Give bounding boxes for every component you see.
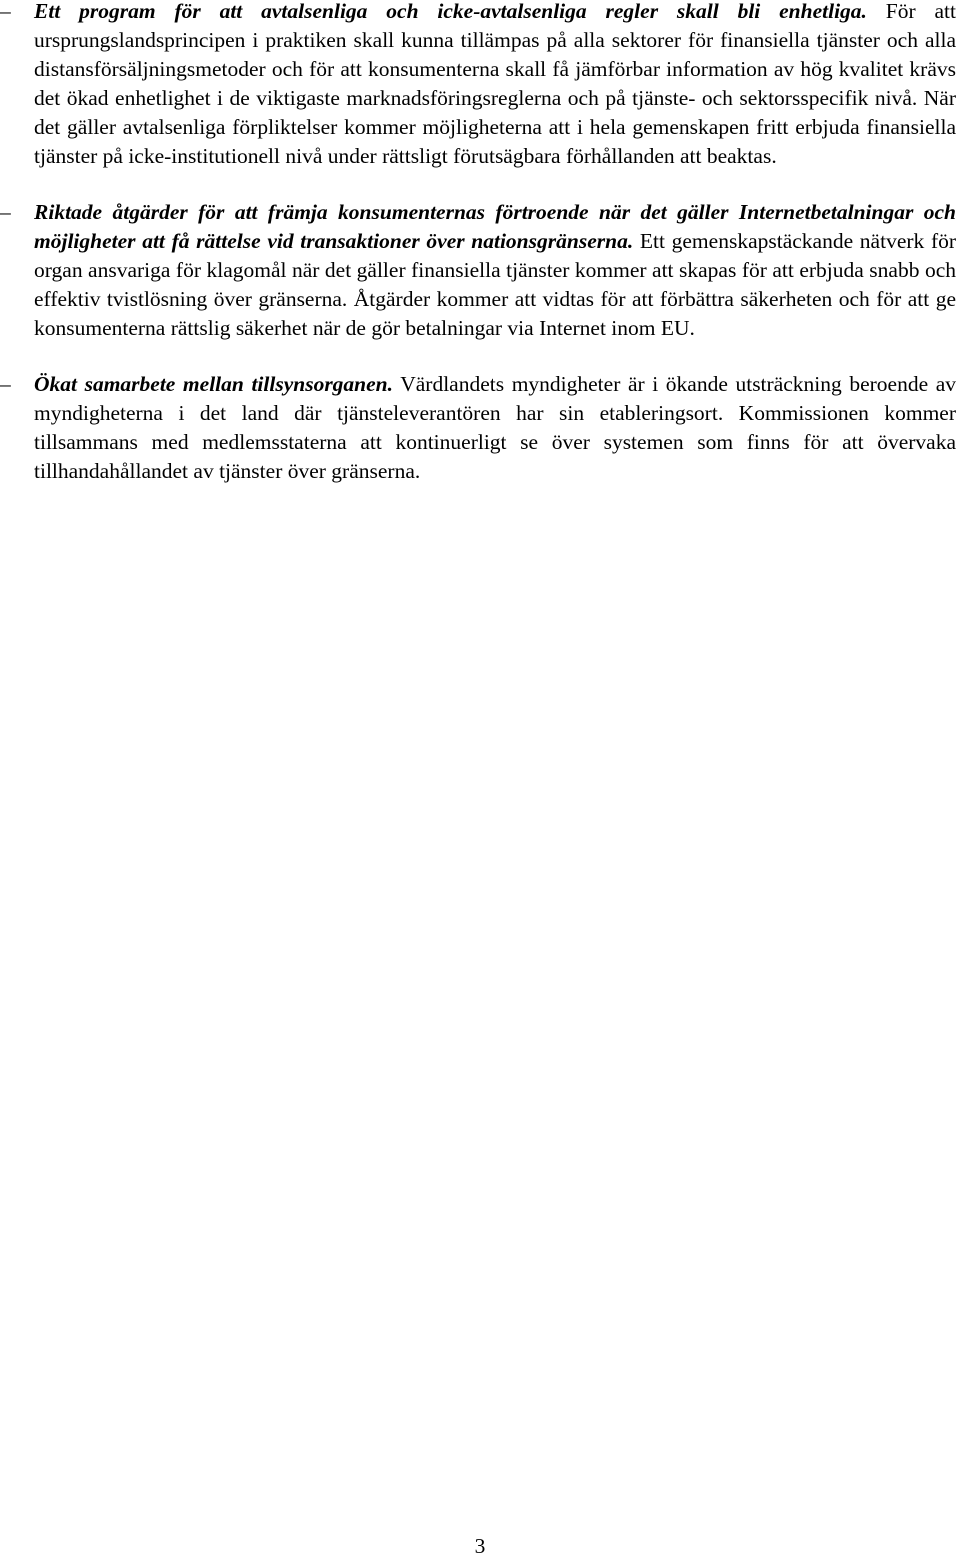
dash-bullet: – bbox=[0, 372, 11, 396]
item-body: Ett gemenskapstäckande nätverk för organ ansvariga för klagomål när det gäller finansiella tjänster kommer att skapas för att erbjuda snabb och effektiv tvistlösning över gränserna. Åtgärder kommer att vidtas för att förbättra säkerheten och för att ge konsumenterna rättslig säkerhet när de gör betalningar via Internet inom EU. bbox=[34, 229, 957, 340]
list-item bbox=[0, 0, 956, 171]
item-heading: Riktade åtgärder för att främja konsumenternas förtroende när det gäller Internetbetalningar och möjligheter att få rättelse vid transaktioner över nationsgränserna. bbox=[34, 200, 956, 253]
dash-bullet: – bbox=[0, 200, 11, 224]
page-number: 3 bbox=[474, 1534, 486, 1558]
list-item bbox=[0, 198, 956, 343]
item-body: För att ursprungslandsprincipen i praktiken skall kunna tillämpas på alla sektorer för finansiella tjänster och alla distansförsäljningsmetoder och för att konsumenterna skall få jämförbar information av hög kvalitet krävs det ökad enhetlighet i de viktigaste marknadsföringsreglerna och på tjänste- och sektorsspecifik nivå. När det gäller avtalsenliga förpliktelser kommer möjligheterna att i hela gemenskapen fritt erbjuda finansiella tjänster på icke-institutionell nivå under rättsligt förutsägbara förhållanden att beaktas. bbox=[34, 0, 956, 168]
dash-bullet: – bbox=[0, 0, 11, 23]
bullet-list bbox=[0, 0, 956, 513]
item-body: Värdlandets myndigheter är i ökande utsträckning beroende av myndigheterna i det land där tjänsteleverantören har sin etableringsort. Kommissionen kommer tillsammans med medlemsstaterna att kontinuerligt se över systemen som finns för att övervaka tillhandahållandet av tjänster över gränserna. bbox=[34, 372, 956, 483]
list-item bbox=[0, 370, 956, 486]
item-heading: Ökat samarbete mellan tillsynsorganen. bbox=[34, 372, 394, 396]
item-heading: Ett program för att avtalsenliga och icke-avtalsenliga regler skall bli enhetliga. bbox=[34, 0, 867, 23]
